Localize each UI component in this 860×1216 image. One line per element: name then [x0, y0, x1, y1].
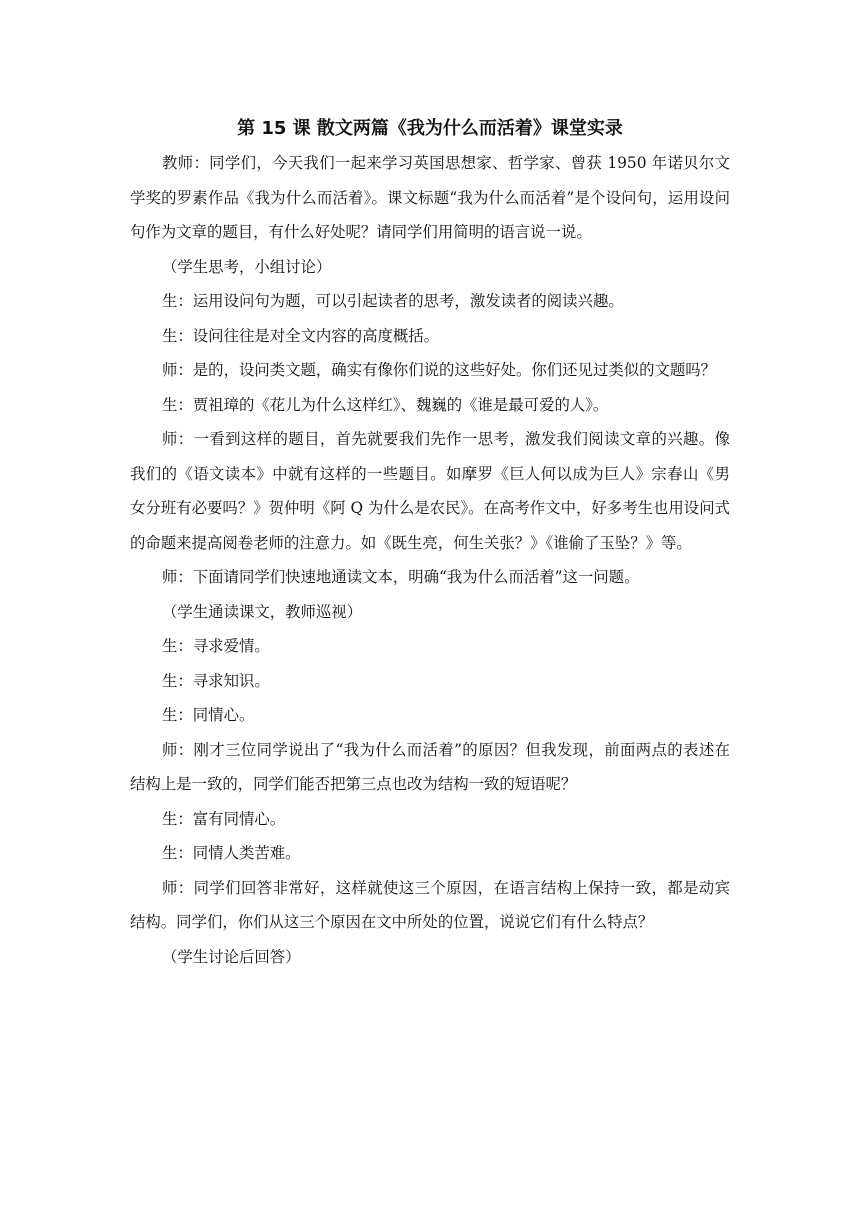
paragraph-student-answer: 生：同情人类苦难。 — [162, 844, 301, 862]
document-page — [130, 112, 730, 974]
document-title: 第 15 课 散文两篇《我为什么而活着》课堂实录 — [237, 118, 623, 139]
paragraph-student-answer: 生：寻求知识。 — [162, 671, 270, 690]
paragraph-student-answer: 生：富有同情心。 — [162, 809, 286, 828]
paragraph-teacher-question: 师：刚才三位同学说出了“我为什么而活着”的原因？但我发现，前面两点的表述在结构上是一致的，同学们能否把第三点也改为结构一致的短语呢？ — [130, 740, 730, 793]
paragraph-student-answer: 生：寻求爱情。 — [162, 637, 270, 655]
paragraph-student-answer: 生：同情心。 — [162, 706, 255, 724]
paragraph-teacher-instruction: 师：下面请同学们快速地通读文本，明确“我为什么而活着”这一问题。 — [162, 568, 640, 586]
paragraph-teacher-question: 师：同学们回答非常好，这样就使这三个原因，在语言结构上保持一致，都是动宾结构。同学们，你们从这三个原因在文中所处的位置，说说它们有什么特点？ — [130, 878, 730, 931]
paragraph-stage-direction: （学生思考，小组讨论） — [162, 257, 332, 276]
paragraph-student-answer: 生：贾祖璋的《花儿为什么这样红》、魏巍的《谁是最可爱的人》。 — [162, 395, 609, 414]
paragraph-teacher-explanation: 师：一看到这样的题目，首先就要我们先作一思考，激发我们阅读文章的兴趣。像我们的《语文读本》中就有这样的一些题目。如摩罗《巨人何以成为巨人》宗春山《男女分班有必要吗？》贺仲明《阿 Q 为什么是农民》。在高考作文中，好多考生也用设问式的命题来提高阅卷老师的注意力。如《既生亮，何生关张？》《谁偷了玉坠？》等。 — [130, 430, 730, 552]
paragraph-stage-direction: （学生通读课文，教师巡视） — [162, 602, 363, 621]
paragraph-teacher-intro: 教师：同学们，今天我们一起来学习英国思想家、哲学家、曾获 1950 年诺贝尔文学奖的罗素作品《我为什么而活着》。课文标题“我为什么而活着”是个设问句，运用设问句作为文章的题目，有什么好处呢？请同学们用简明的语言说一说。 — [130, 154, 730, 241]
paragraph-stage-direction: （学生讨论后回答） — [162, 947, 301, 966]
paragraph-student-answer: 生：设问往往是对全文内容的高度概括。 — [162, 326, 440, 345]
paragraph-teacher-question: 师：是的，设问类文题，确实有像你们说的这些好处。你们还见过类似的文题吗？ — [162, 361, 717, 379]
paragraph-student-answer: 生：运用设问句为题，可以引起读者的思考，激发读者的阅读兴趣。 — [162, 292, 624, 310]
